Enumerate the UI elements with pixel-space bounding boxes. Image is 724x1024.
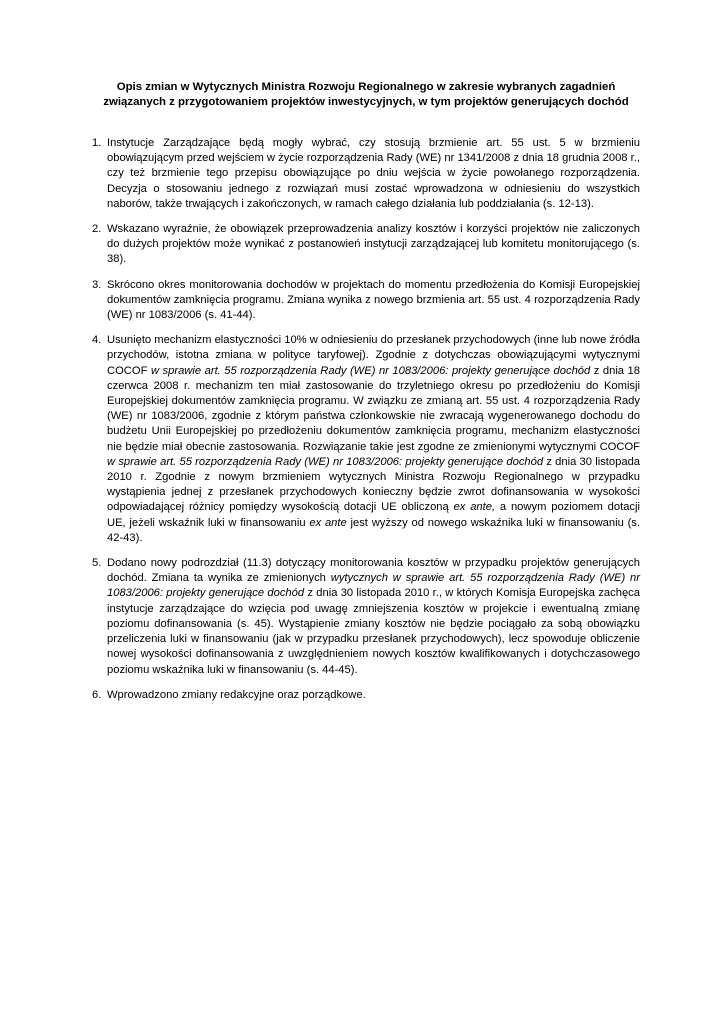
item-text: jest wyższy od nowego wskaźnika luki w finansowaniu (s. 42-43).: [107, 516, 640, 544]
item-text: Dodano nowy podrozdział (11.3) dotyczący monitorowania kosztów w przypadku projektów generujących dochód. Zmiana ta wynika ze zmienionych: [107, 557, 640, 585]
item-number: 6.: [92, 688, 102, 701]
item-text: z dnia 30 listopada 2010 r. Zgodnie z nowym brzmieniem wytycznych Ministra Rozwoju Regionalnego w przypadku wystąpienia jednej z przesłanek przychodowych konieczny będzie zwrot dofinansowania w wysokości odpowiadającej różnicy pomiędzy wysokością dotacji UE obliczoną: [107, 455, 641, 514]
item-number: 4.: [92, 334, 102, 347]
item-text: z dnia 30 listopada 2010 r., w których Komisja Europejska zachęca instytucje zarządzające do wzięcia pod uwagę zmniejszenia kosztów w projekcie i ewentualną zmianę poziomu dofinansowania (s. 45). Wystąpienie zmiany kosztów nie będzie pociągało za sobą obowiązku przeliczenia luki w finansowaniu (jak w przypadku przesłanek przychodowych), lecz spowoduje obliczenie nowej wysokości dofinansowania z uwzględnieniem nowych kosztów kwalifikowanych i dotychczasowego poziomu wskaźnika luki w finansowaniu (s. 44-45).: [107, 587, 640, 676]
item-text: Instytucje Zarządzające będą mogły wybrać, czy stosują brzmienie art. 55 ust. 5 w brzmieniu obowiązującym przed wejściem w życie rozporządzenia Rady (WE) nr 1341/2008 z dnia 18 grudnia 2008 r., czy też brzmienie tego przepisu obowiązujące po dniu wejścia w życie powołanego rozporządzenia. Decyzja o stosowaniu jednego z rozwiązań musi zostać wprowadzona w odniesieniu do wszystkich naborów, także trwających i zakończonych, w ramach całego działania lub poddziałania (s. 12-13).: [107, 137, 640, 210]
list-item-5: [92, 556, 640, 678]
list-item-4: [92, 333, 640, 546]
item-text: Wprowadzono zmiany redakcyjne oraz porządkowe.: [107, 688, 366, 701]
item-text: Usunięto mechanizm elastyczności 10% w odniesieniu do przesłanek przychodowych (inne lub nowe źródła przychodów, istotna zmiana w polityce taryfowej). Zgodnie z dotychczas obowiązującymi wytycznymi COCOF: [107, 334, 640, 377]
list-item-3: [92, 278, 640, 324]
document-title: Opis zmian w Wytycznych Ministra Rozwoju Regionalnego w zakresie wybranych zagadnień związanych z przygotowaniem projektów inwestycyjnych, w tym projektów generujących dochód: [103, 81, 629, 108]
item-italic-text: ex ante,: [453, 501, 496, 514]
item-text: Skrócono okres monitorowania dochodów w projektach do momentu przedłożenia do Komisji Europejskiej dokumentów zamknięcia programu. Zmiana wynika z nowego brzmienia art. 55 ust. 4 rozporządzenia Rady (WE) nr 1083/2006 (s. 41-44).: [107, 278, 640, 322]
item-text: z dnia 18 czerwca 2008 r. mechanizm ten miał zastosowanie do trzyletniego okresu po przedłożeniu do Komisji Europejskiej dokumentów zamknięcia programu. W związku ze zmianą art. 55 ust. 4 rozporządzenia Rady (WE) nr 1083/2006, zgodnie z którym państwa członkowskie nie zwracają wygenerowanego dochodu do budżetu Unii Europejskiej po przedłożeniu dokumentów zamknięcia programu, mechanizm elastyczności nie będzie miał obecnie zastosowania. Rozwiązanie takie jest zgodne ze zmienionymi wytycznymi COCOF: [107, 364, 641, 453]
item-number: 5.: [92, 557, 102, 570]
item-italic-text: w sprawie art. 55 rozporządzenia Rady (WE) nr 1083/2006: projekty generujące dochód: [150, 364, 591, 377]
item-text: a nowym poziomem dotacji UE, jeżeli wskaźnik luki w finansowaniu: [107, 501, 640, 529]
item-number: 1.: [92, 137, 102, 149]
document-page: [92, 80, 640, 713]
item-text: Wskazano wyraźnie, że obowiązek przeprowadzenia analizy kosztów i korzyści projektów nie zaliczonych do dużych projektów może wynikać z postanowień instytucji zarządzającej lub komitetu monitorującego (s. 38).: [107, 223, 640, 266]
item-number: 2.: [92, 223, 102, 236]
item-italic-text: w sprawie art. 55 rozporządzenia Rady (WE) nr 1083/2006: projekty generujące dochód: [107, 455, 544, 468]
changes-list: [92, 136, 640, 703]
item-italic-text: ex ante: [309, 516, 347, 529]
list-item-6: [92, 688, 640, 703]
item-number: 3.: [92, 278, 102, 291]
list-item-1: [92, 136, 640, 212]
item-italic-text: wytycznych w sprawie art. 55 rozporządzenia Rady (WE) nr 1083/2006: projekty generujące dochód: [107, 572, 641, 600]
list-item-2: [92, 222, 640, 268]
